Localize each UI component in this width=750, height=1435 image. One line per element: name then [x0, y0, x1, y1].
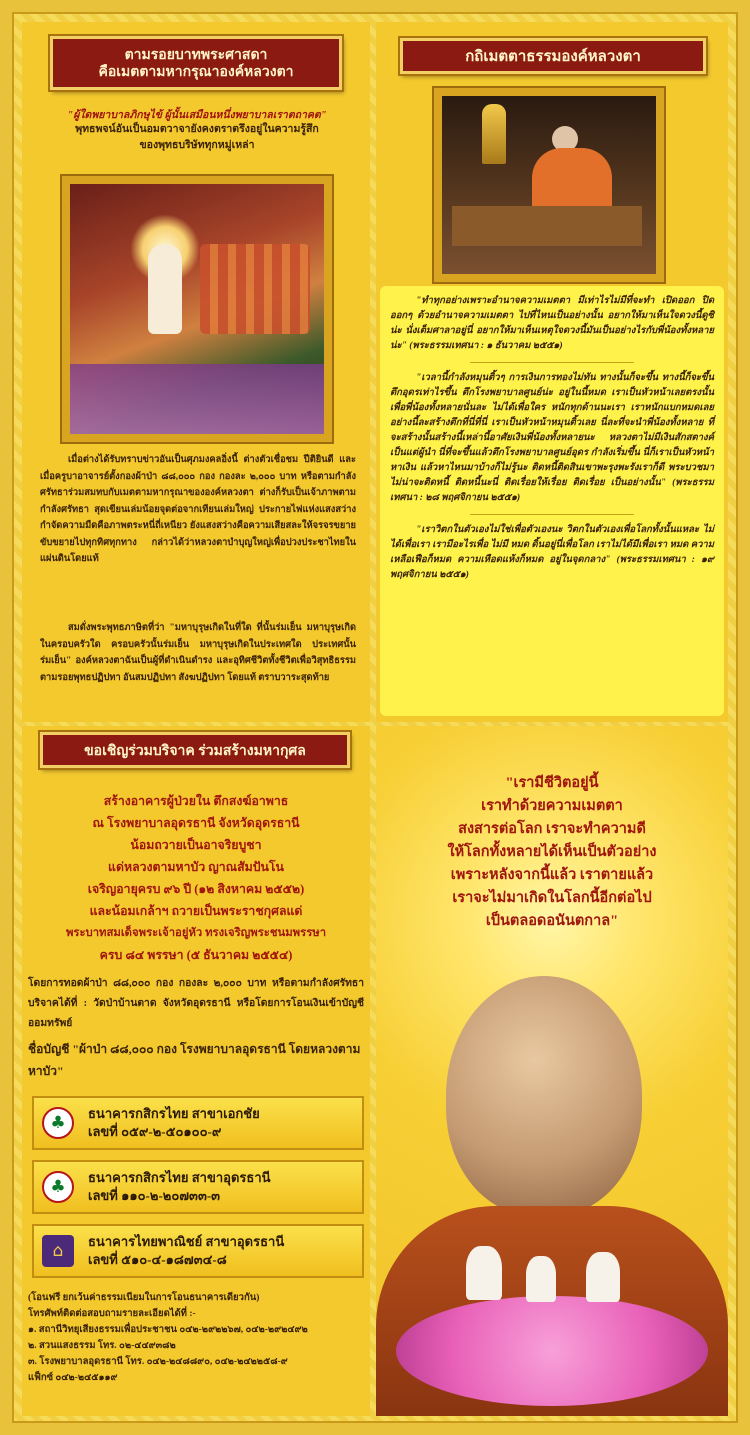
buddha-quote: "ผู้ใดพยาบาลภิกษุไข้ ผู้นั้นเสมือนหนึ่งพยาบาลเราตถาคต" — [67, 110, 327, 121]
buddha-painting-frame — [62, 176, 332, 442]
closing-quote — [386, 772, 718, 933]
closing-quote-line: เราจะไม่มาเกิดในโลกนี้อีกต่อไป — [452, 890, 652, 906]
quotes-box — [380, 286, 724, 716]
section-banner: ขอเชิญร่วมบริจาค ร่วมสร้างมหากุศล — [40, 732, 350, 768]
bank-account-number: เลขที่ ๐๕๙-๒-๕๐๑๐๐-๙ — [88, 1124, 222, 1139]
bank-account-3 — [32, 1224, 364, 1278]
teaching-quote: "เราวิตกในตัวเองไม่ใช่เพื่อตัวเองนะ วิตกในตัวเองเพื่อโลกทั้งนั้นแหละ ไม่ได้เพื่อเรา เรามีอะไรเพื่อ ไม่มี หมด ดิ้นอยู่นี่เพื่อโลก เราไม่ได้มีเพื่อเรา หมด ความเหลือเฟือก็หมด ความเหือดแห้งก็หมด อยู่ในจุดกลาง" (พระธรรมเทศนา : ๑๙ พฤศจิกายน ๒๕๕๑) — [390, 525, 714, 580]
contact-line: ๒. สวนแสงธรรม โทร. ๐๒-๔๔๙๓๘๒ — [28, 1341, 176, 1351]
contact-info — [28, 1290, 364, 1386]
account-name: ชื่อบัญชี "ผ้าป่า ๘๘,๐๐๐ กอง โรงพยาบาลอุดรธานี โดยหลวงตามหาบัว" — [28, 1042, 361, 1078]
closing-quote-line: ให้โลกทั้งหลายได้เห็นเป็นตัวอย่าง — [447, 844, 657, 860]
paragraph: เมื่อต่างได้รับทราบข่าวอันเป็นศุภมงคลอิ่งนี้ ต่างตัวเชื่อชม ปีติยินดี และเมื่อครูบาอาจารย์ตั้งกองผ้าป่า ๘๘,๐๐๐ กอง กองละ ๒,๐๐๐ บาท หรือตามกำลังศรัทธาร่วมสมทบกับเมตตามหากรุณาขององค์หลวงตา ต่างก็รับเป็นเจ้าภาพตามกำลังศรัทธา สุดเขียนเล่มน้อยจุดต่อจากเทียนเล่มใหญ่ ประกายไฟแห่งแสงสว่างกำจัดความมืดคือภาพตระหนี่ถี่เหนียว ยังแสงสว่างคือความเสียสละให้จรจรขยายขับขยายไปทุกทิศทุกทาง กล่าวได้ว่าหลวงตาบำบุญใหญ่เพื่อปวงประชาไทยในแผ่นดินโดยแท้ — [40, 455, 356, 564]
bank-account-number: เลขที่ ๑๑๐-๒-๒๐๗๓๓-๓ — [88, 1188, 221, 1203]
kbank-logo-icon: ♣ — [42, 1107, 74, 1139]
bank-account-number: เลขที่ ๕๑๐-๔-๑๘๗๓๔-๘ — [88, 1252, 227, 1267]
purpose-line: เจริญอายุครบ ๙๖ ปี (๑๒ สิงหาคม ๒๕๕๒) — [87, 882, 305, 896]
section-banner: กถิเมตตาธรรมองค์หลวงตา — [400, 38, 706, 74]
closing-quote-line: เราทำด้วยความเมตตา — [481, 798, 623, 814]
section-closing-quote — [376, 726, 728, 1416]
section-donation — [22, 726, 370, 1416]
monk-teaching-photo — [442, 96, 656, 274]
closing-quote-line: สงสารต่อโลก เราจะทำความดี — [458, 821, 646, 837]
monk-portrait — [376, 956, 728, 1416]
transfer-note: (โอนฟรี ยกเว้นค่าธรรมเนียมในการโอนธนาคารเดียวกัน) — [28, 1293, 260, 1303]
purpose-line: ครบ ๘๔ พรรษา (๕ ธันวาคม ๒๕๕๔) — [99, 948, 293, 962]
kbank-logo-icon: ♣ — [42, 1171, 74, 1203]
buddha-painting — [70, 184, 324, 434]
quote-subtitle-line: ของพุทธบริษัททุกหมู่เหล่า — [139, 140, 255, 151]
bank-account-2 — [32, 1160, 364, 1214]
teaching-quote: "ทำทุกอย่างเพราะอำนาจความเมตตา มีเท่าไรไม่มีที่จะทำ เปิดออก ปิดออกๆ ด้วยอำนาจความเมตตา ไปที่ไหนเป็นอย่างนั้น อยากให้มาเห็นใจดวงนี้ดูซิน่ะ นั่งเต็มศาลาอยู่นี่ อยากให้มาเห็นเหตุใจดวงนี้มันเป็นอย่างไรกับพี่น้องทั้งหลายน่ะ" (พระธรรมเทศนา : ๑ ธันวาคม ๒๕๕๑) — [390, 296, 714, 351]
purpose-line: ณ โรงพยาบาลอุดรธานี จังหวัดอุดรธานี — [92, 816, 300, 830]
banner-line: ตามรอยบาทพระศาสดา — [124, 48, 268, 63]
quote-subtitle-line: พุทธพจน์อันเป็นอมตวาจายังคงตราตรึงอยู่ในความรู้สึก — [75, 124, 319, 135]
scb-logo-icon: ⌂ — [42, 1235, 74, 1267]
bank-name: ธนาคารกสิกรไทย สาขาเอกชัย — [88, 1106, 260, 1121]
quote-subtitle — [36, 122, 358, 154]
closing-quote-line: เป็นตลอดอนันตกาล" — [485, 913, 619, 929]
purpose-line: สร้างอาคารผู้ป่วยใน ตึกสงฆ์อาพาธ — [103, 794, 289, 808]
banner-line: คือเมตตามหากรุณาองค์หลวงตา — [98, 65, 294, 80]
contact-line: แฟ็กซ์ ๐๔๒-๒๔๕๑๑๙ — [28, 1373, 118, 1383]
section-footsteps — [22, 22, 370, 722]
purpose-line: แด่หลวงตามหาบัว ญาณสัมปันโน — [108, 860, 284, 874]
contact-title: โทรศัพท์ติดต่อสอบถามรายละเอียดได้ที่ :- — [28, 1309, 196, 1319]
divider — [470, 514, 634, 515]
closing-quote-line: "เรามีชีวิตอยู่นี้ — [505, 775, 599, 791]
closing-quote-line: เพราะหลังจากนี้แล้ว เราตายแล้ว — [450, 867, 654, 883]
section-banner — [50, 36, 342, 90]
purpose-line: และน้อมเกล้าฯ ถวายเป็นพระราชกุศลแด่ — [89, 904, 303, 918]
divider — [470, 362, 634, 363]
section-dhamma-teachings — [376, 22, 728, 722]
contact-line: ๑. สถานีวิทยุเสียงธรรมเพื่อประชาชน ๐๔๒-๒๙๒๒๖๗, ๐๔๒-๒๙๒๔๙๒ — [28, 1325, 308, 1335]
monk-photo-frame — [434, 88, 664, 282]
teaching-quote: "เวลานี้กำลังหมุนติ้วๆ การเงินการทองไม่ทัน ทางนั้นก็จะขึ้น ทางนี้ก็จะขึ้น ตึกอุดรเท่าไรขึ้น ตึกโรงพยาบาลศูนย์น่ะ อยู่ในนี้หมด เราเป็นหัวหน้าเลยตรงนั้น เพื่อพี่น้องทั้งหลายนั่นละ ไม่ได้เพื่อใคร หนักทุกด้านนะเรา เราหนักแบกหมดเลย อย่างนี้ละสร้างตึกที่นี่ที่นี่ เราเป็นหัวหน้าหมุนติ้วเลย นี่ละที่จะนำพี่น้องทั้งหลาย ที่จะสร้างนั้นสร้างนี้เหล่านี้อาศัยเงินพี่น้องทั้งหลายนะ หลวงตาไม่มีเงินสักสตางค์ เป็นแต่ผู้นำ นี่ที่จะขึ้นแล้วตึกโรงพยาบาลศูนย์อุดร กำลังเริ่มขึ้น นี่ก็เราเป็นหัวหน้าหาเงิน แล้วหาไหนมาบ้างก็ไม่รู้นะ ติดหนี้ติดสินเขาพะรุงพะรังเราก็ดี พระบวชมาไม่น่าจะติดหนี้ ติดหนี้นะนี่ ติดเรื่อยให้เรื่อย ติดเรื่อย เป็นอย่างนั้น" (พระธรรมเทศนา : ๒๘ พฤศจิกายน ๒๕๕๑) — [390, 373, 714, 503]
donation-purpose — [28, 790, 364, 966]
bank-name: ธนาคารกสิกรไทย สาขาอุดรธานี — [88, 1170, 271, 1185]
bank-account-1 — [32, 1096, 364, 1150]
paragraph: สมดั่งพระพุทธภาษิตที่ว่า "มหาบุรุษเกิดในที่ใด ที่นั้นร่มเย็น มหาบุรุษเกิดในครอบครัวใด ครอบครัวนั้นร่มเย็น มหาบุรุษเกิดในประเทศใด ประเทศนั้นร่มเย็น" องค์หลวงตาฉันเป็นผู้ที่ดำเนินดำรง และอุทิศชีวิตทั้งชีวิตเพื่อวิสุทธิธรรม ตามรอยพุทธปฏิปทา อันสมปฏิปทา สังฆปฏิปทา โดยแท้ ตราบวาระสุดท้าย — [40, 623, 356, 683]
purpose-line: พระบาทสมเด็จพระเจ้าอยู่หัว ทรงเจริญพระชนมพรรษา — [65, 927, 327, 939]
donation-detail: โดยการทอดผ้าป่า ๘๘,๐๐๐ กอง กองละ ๒,๐๐๐ บาท หรือตามกำลังศรัทธา บริจาคได้ที่ : วัดป่าบ้านตาด จังหวัดอุดรธานี หรือโดยการโอนเงินเข้าบัญชีออมทรัพย์ — [28, 978, 364, 1029]
bank-name: ธนาคารไทยพาณิชย์ สาขาอุดรธานี — [88, 1234, 285, 1249]
contact-line: ๓. โรงพยาบาลอุดรธานี โทร. ๐๔๒-๒๔๘๘๙๐, ๐๔๒-๒๔๒๒๕๘-๙ — [28, 1357, 288, 1367]
purpose-line: น้อมถวายเป็นอาจริยบูชา — [130, 838, 262, 852]
